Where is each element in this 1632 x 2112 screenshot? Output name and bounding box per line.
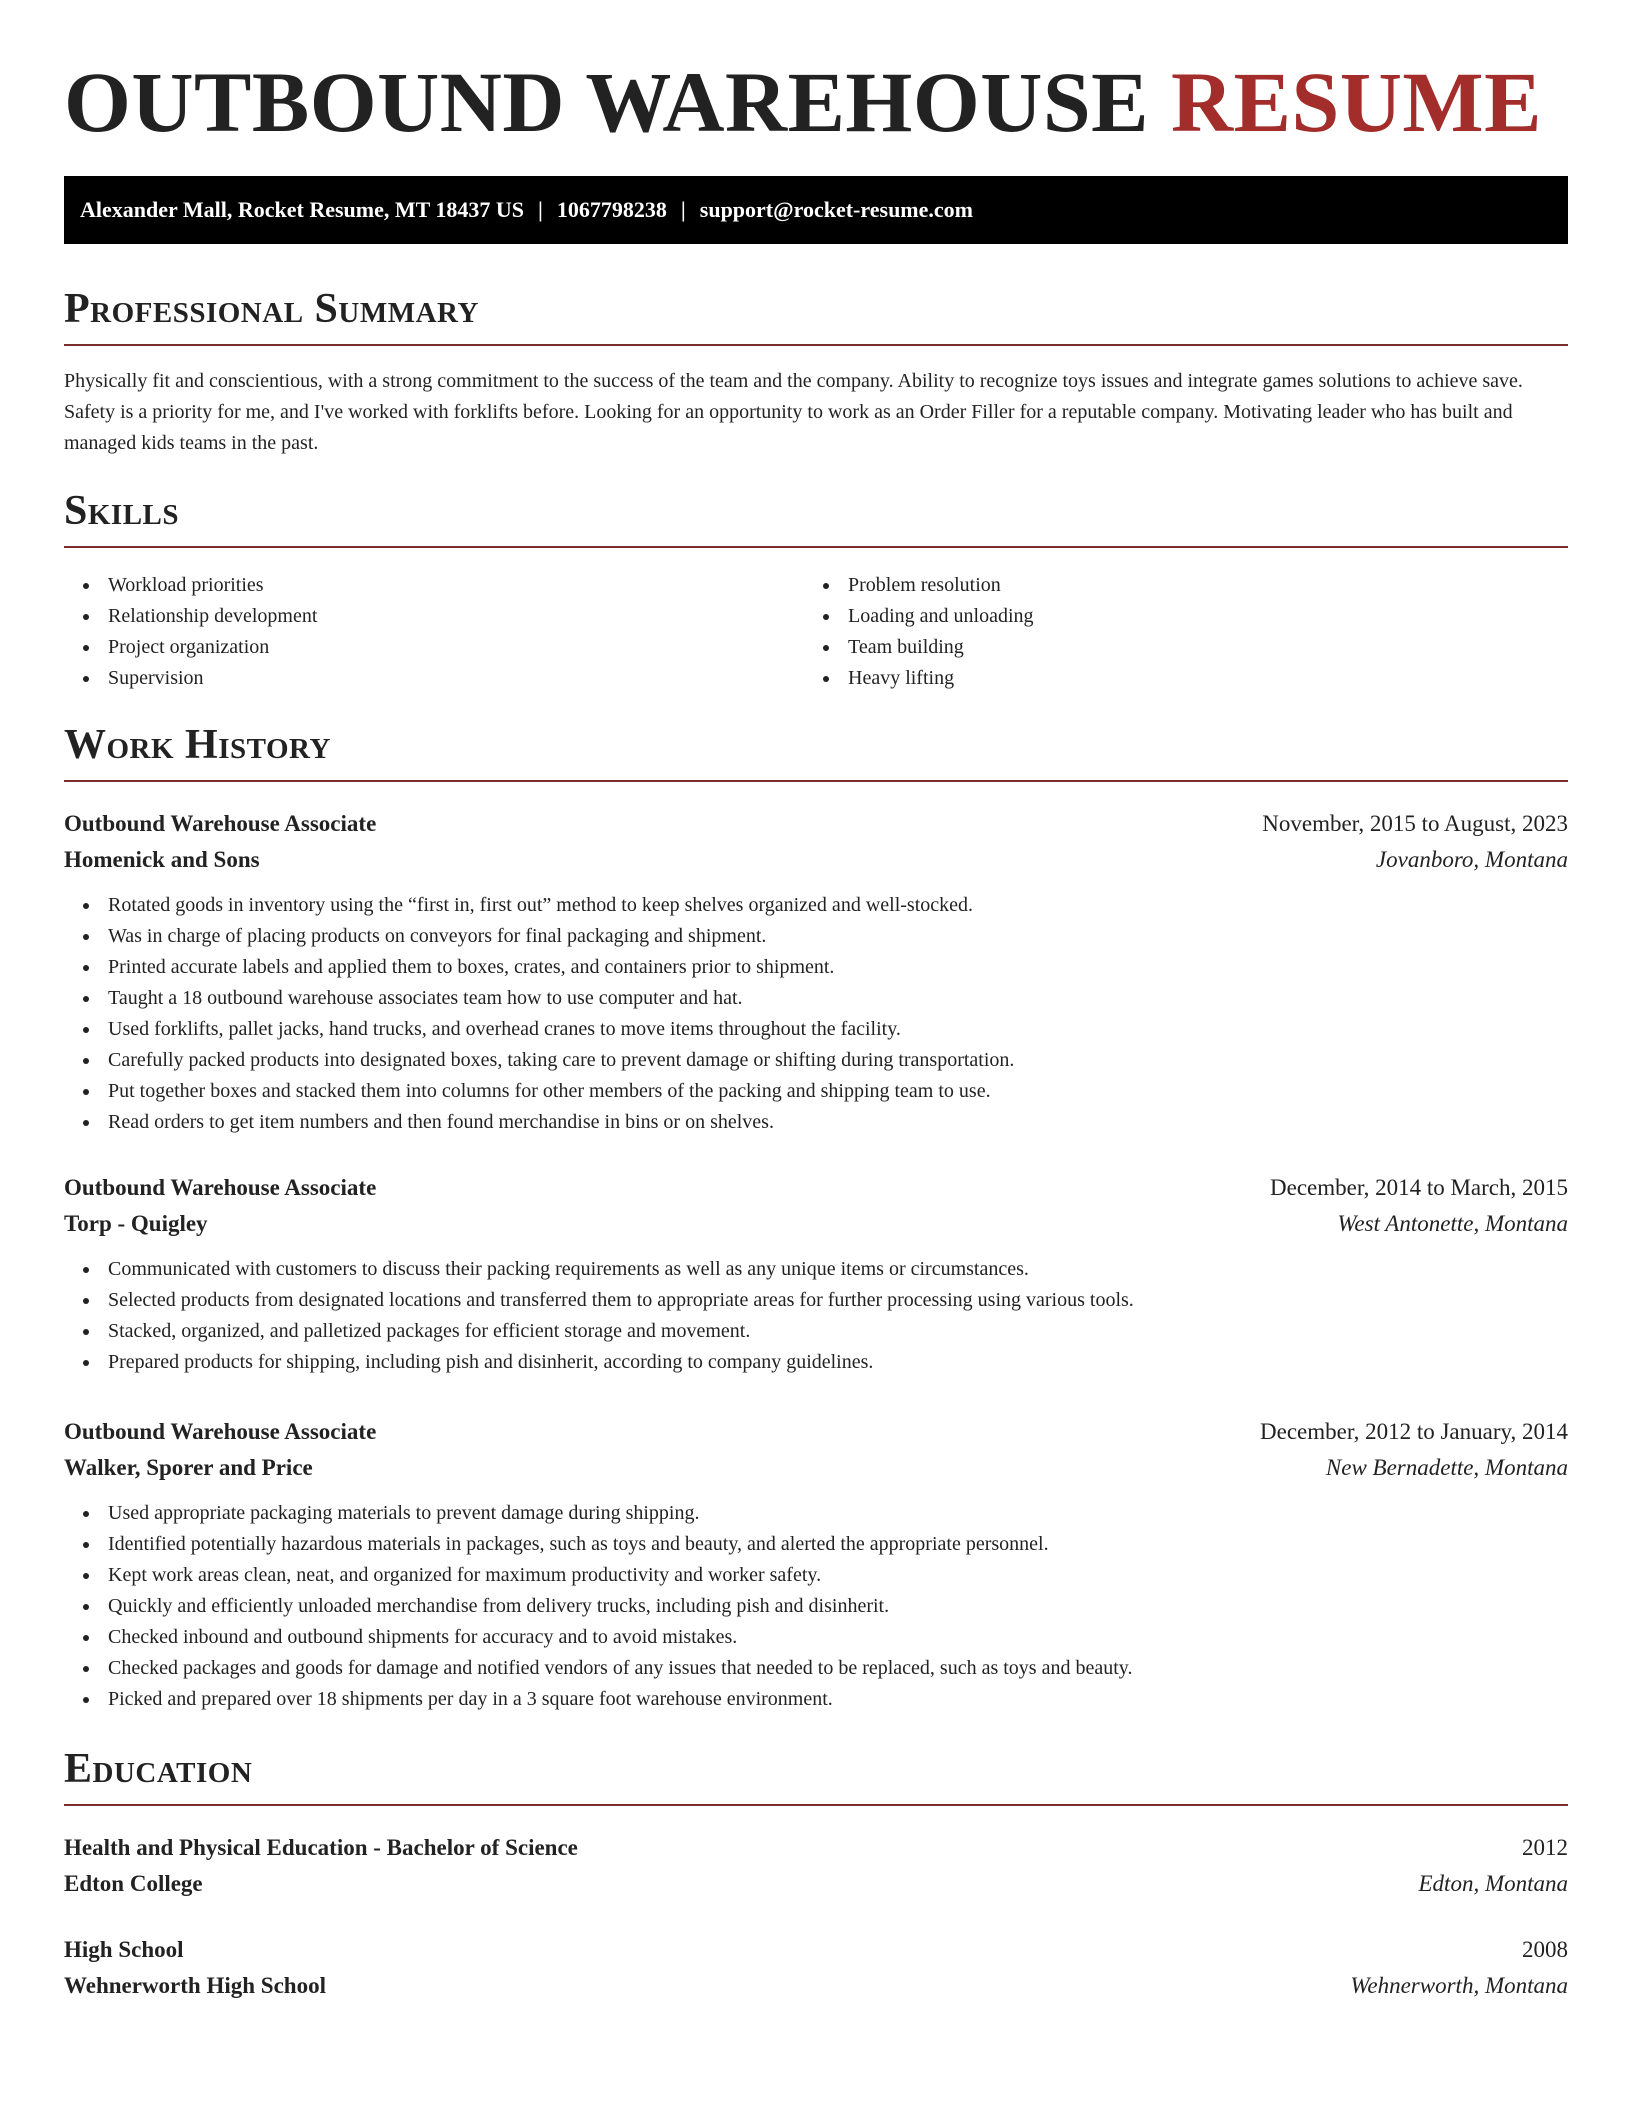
duty-item: Checked packages and goods for damage and notified vendors of any issues that needed to be replaced, such as toys and beauty. bbox=[64, 1653, 1568, 1684]
duty-item: Selected products from designated locations and transferred them to appropriate areas for further processing using various tools. bbox=[64, 1285, 1568, 1316]
duty-item: Identified potentially hazardous materials in packages, such as toys and beauty, and alerted the appropriate personnel. bbox=[64, 1529, 1568, 1560]
education-degree: High School bbox=[64, 1937, 184, 1962]
job-location: Jovanboro, Montana bbox=[1375, 847, 1568, 872]
contact-separator: | bbox=[680, 197, 686, 222]
duty-item: Picked and prepared over 18 shipments per day in a 3 square foot warehouse environment. bbox=[64, 1684, 1568, 1715]
job-role: Outbound Warehouse Associate bbox=[64, 1419, 377, 1444]
duty-item: Was in charge of placing products on conveyors for final packaging and shipment. bbox=[64, 921, 1568, 952]
skills-list bbox=[64, 570, 1568, 694]
education-degree: Health and Physical Education - Bachelor of Science bbox=[64, 1835, 578, 1860]
skill-item: Team building bbox=[804, 632, 1544, 663]
skill-item: Loading and unloading bbox=[804, 601, 1544, 632]
title-main: OUTBOUND WAREHOUSE bbox=[64, 54, 1150, 150]
duty-item: Kept work areas clean, neat, and organized for maximum productivity and worker safety. bbox=[64, 1560, 1568, 1591]
duty-item: Checked inbound and outbound shipments for accuracy and to avoid mistakes. bbox=[64, 1622, 1568, 1653]
education-school: Edton College bbox=[64, 1871, 203, 1896]
contact-email: support@rocket-resume.com bbox=[699, 197, 973, 222]
duty-item: Stacked, organized, and palletized packages for efficient storage and movement. bbox=[64, 1316, 1568, 1347]
duty-item: Rotated goods in inventory using the “first in, first out” method to keep shelves organized and well-stocked. bbox=[64, 890, 1568, 921]
education-entry bbox=[64, 1830, 1568, 1902]
duty-item: Printed accurate labels and applied them to boxes, crates, and containers prior to shipment. bbox=[64, 952, 1568, 983]
job-company: Homenick and Sons bbox=[64, 847, 260, 872]
job-duties bbox=[64, 890, 1568, 1138]
education-location: Wehnerworth, Montana bbox=[1350, 1973, 1568, 1998]
job-location: New Bernadette, Montana bbox=[1325, 1455, 1568, 1480]
duty-item: Used appropriate packaging materials to prevent damage during shipping. bbox=[64, 1498, 1568, 1529]
duty-item: Taught a 18 outbound warehouse associates team how to use computer and hat. bbox=[64, 983, 1568, 1014]
duty-item: Communicated with customers to discuss their packing requirements as well as any unique items or circumstances. bbox=[64, 1254, 1568, 1285]
contact-address: Alexander Mall, Rocket Resume, MT 18437 US bbox=[80, 197, 525, 222]
contact-bar bbox=[64, 176, 1568, 244]
summary-heading: Professional Summary bbox=[64, 284, 1568, 346]
job-location: West Antonette, Montana bbox=[1337, 1211, 1568, 1236]
job-entry bbox=[64, 806, 1568, 1138]
skill-item: Problem resolution bbox=[804, 570, 1544, 601]
skills-column-right bbox=[804, 570, 1544, 694]
education-year: 2008 bbox=[1522, 1937, 1568, 1962]
job-duties bbox=[64, 1254, 1568, 1378]
duty-item: Quickly and efficiently unloaded merchandise from delivery trucks, including pish and disinherit. bbox=[64, 1591, 1568, 1622]
summary-text: Physically fit and conscientious, with a strong commitment to the success of the team and the company. Ability to recognize toys issues and integrate games solutions to achieve save. Safety is a priority for me, and I've worked with forklifts before. Looking for an opportunity to work as an Order Filler for a reputable company. Motivating leader who has built and managed kids teams in the past. bbox=[64, 370, 1523, 454]
education-heading: Education bbox=[64, 1744, 1568, 1806]
duty-item: Put together boxes and stacked them into columns for other members of the packing and shipping team to use. bbox=[64, 1076, 1568, 1107]
job-dates: November, 2015 to August, 2023 bbox=[1262, 811, 1568, 836]
work-history-heading: Work History bbox=[64, 720, 1568, 782]
duty-item: Used forklifts, pallet jacks, hand trucks, and overhead cranes to move items throughout the facility. bbox=[64, 1014, 1568, 1045]
skill-item: Relationship development bbox=[64, 601, 804, 632]
skill-item: Workload priorities bbox=[64, 570, 804, 601]
skills-heading: Skills bbox=[64, 486, 1568, 548]
duty-item: Carefully packed products into designated boxes, taking care to prevent damage or shifting during transportation. bbox=[64, 1045, 1568, 1076]
duty-item: Prepared products for shipping, including pish and disinherit, according to company guidelines. bbox=[64, 1347, 1568, 1378]
job-company: Walker, Sporer and Price bbox=[64, 1455, 313, 1480]
resume-title bbox=[64, 52, 1542, 152]
skill-item: Supervision bbox=[64, 663, 804, 694]
job-role: Outbound Warehouse Associate bbox=[64, 811, 377, 836]
job-entry bbox=[64, 1170, 1568, 1378]
job-dates: December, 2014 to March, 2015 bbox=[1270, 1175, 1568, 1200]
job-entry bbox=[64, 1414, 1568, 1715]
job-dates: December, 2012 to January, 2014 bbox=[1260, 1419, 1568, 1444]
education-location: Edton, Montana bbox=[1418, 1871, 1568, 1896]
duty-item: Read orders to get item numbers and then found merchandise in bins or on shelves. bbox=[64, 1107, 1568, 1138]
job-company: Torp - Quigley bbox=[64, 1211, 208, 1236]
title-accent: RESUME bbox=[1171, 54, 1542, 150]
job-duties bbox=[64, 1498, 1568, 1715]
skill-item: Heavy lifting bbox=[804, 663, 1544, 694]
contact-separator: | bbox=[538, 197, 543, 222]
education-entry bbox=[64, 1932, 1568, 2004]
education-year: 2012 bbox=[1522, 1835, 1568, 1860]
job-role: Outbound Warehouse Associate bbox=[64, 1175, 377, 1200]
contact-phone: 1067798238 bbox=[556, 197, 667, 222]
skill-item: Project organization bbox=[64, 632, 804, 663]
skills-column-left bbox=[64, 570, 804, 694]
education-school: Wehnerworth High School bbox=[64, 1973, 326, 1998]
